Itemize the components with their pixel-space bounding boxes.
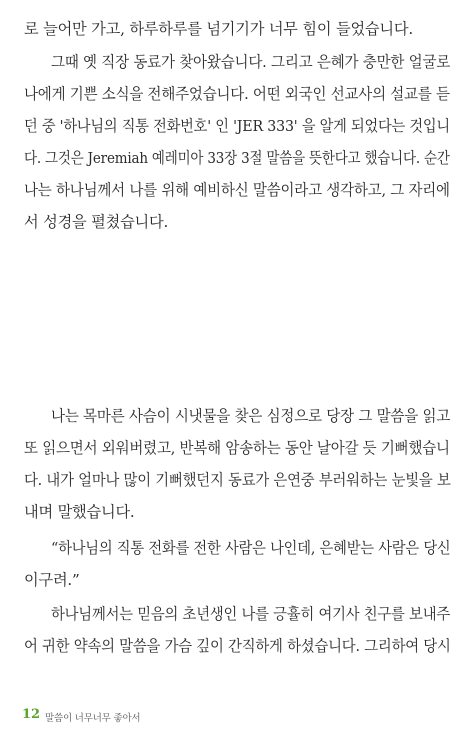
text-line: 내며 말했습니다.	[24, 503, 135, 521]
text-line: “하나님의 직통 전화를 전한 사람은 나인데, 은혜받는 사람은 당신	[51, 539, 451, 557]
text-line: 또 읽으면서 외워버렸고, 반복해 암송하는 동안 날아갈 듯 기뻐했습니	[24, 439, 450, 457]
page-number: 12	[22, 707, 41, 722]
text-line: 다. 내가 얼마나 많이 기뻐했던지 동료가 은연중 부러워하는 눈빛을 보	[24, 471, 451, 489]
text-line: 나는 목마른 사슴이 시냇물을 찾은 심정으로 당장 그 말씀을 읽고	[51, 407, 451, 425]
text-line: 어 귀한 약속의 말씀을 가슴 깊이 간직하게 하셨습니다. 그리하여 당시	[24, 637, 451, 655]
text-line: 나에게 기쁜 소식을 전해주었습니다. 어떤 외국인 선교사의 설교를 듣	[24, 85, 450, 103]
text-line: 다. 그것은 Jeremiah 예레미아 33장 3절 말씀을 뜻한다고 했습니다. 순간	[24, 149, 450, 167]
text-line: 던 중 '하나님의 직통 전화번호' 인 'JER 333' 을 알게 되었다는 것입니	[24, 117, 450, 135]
text-line: 이구려.”	[24, 571, 80, 589]
text-line: 하나님께서는 믿음의 초년생인 나를 긍휼히 여기사 친구를 보내주	[51, 605, 451, 623]
text-line: 서 성경을 펼쳤습니다.	[24, 213, 169, 231]
text-line: 그때 옛 직장 동료가 찾아왔습니다. 그리고 은혜가 충만한 얼굴로	[51, 53, 451, 71]
text-line: 로 늘어만 가고, 하루하루를 넘기기가 너무 힘이 들었습니다.	[24, 20, 413, 38]
running-title: 말씀이 너무너무 좋아서	[45, 713, 141, 724]
text-line: 나는 하나님께서 나를 위해 예비하신 말씀이라고 생각하고, 그 자리에	[24, 181, 450, 199]
